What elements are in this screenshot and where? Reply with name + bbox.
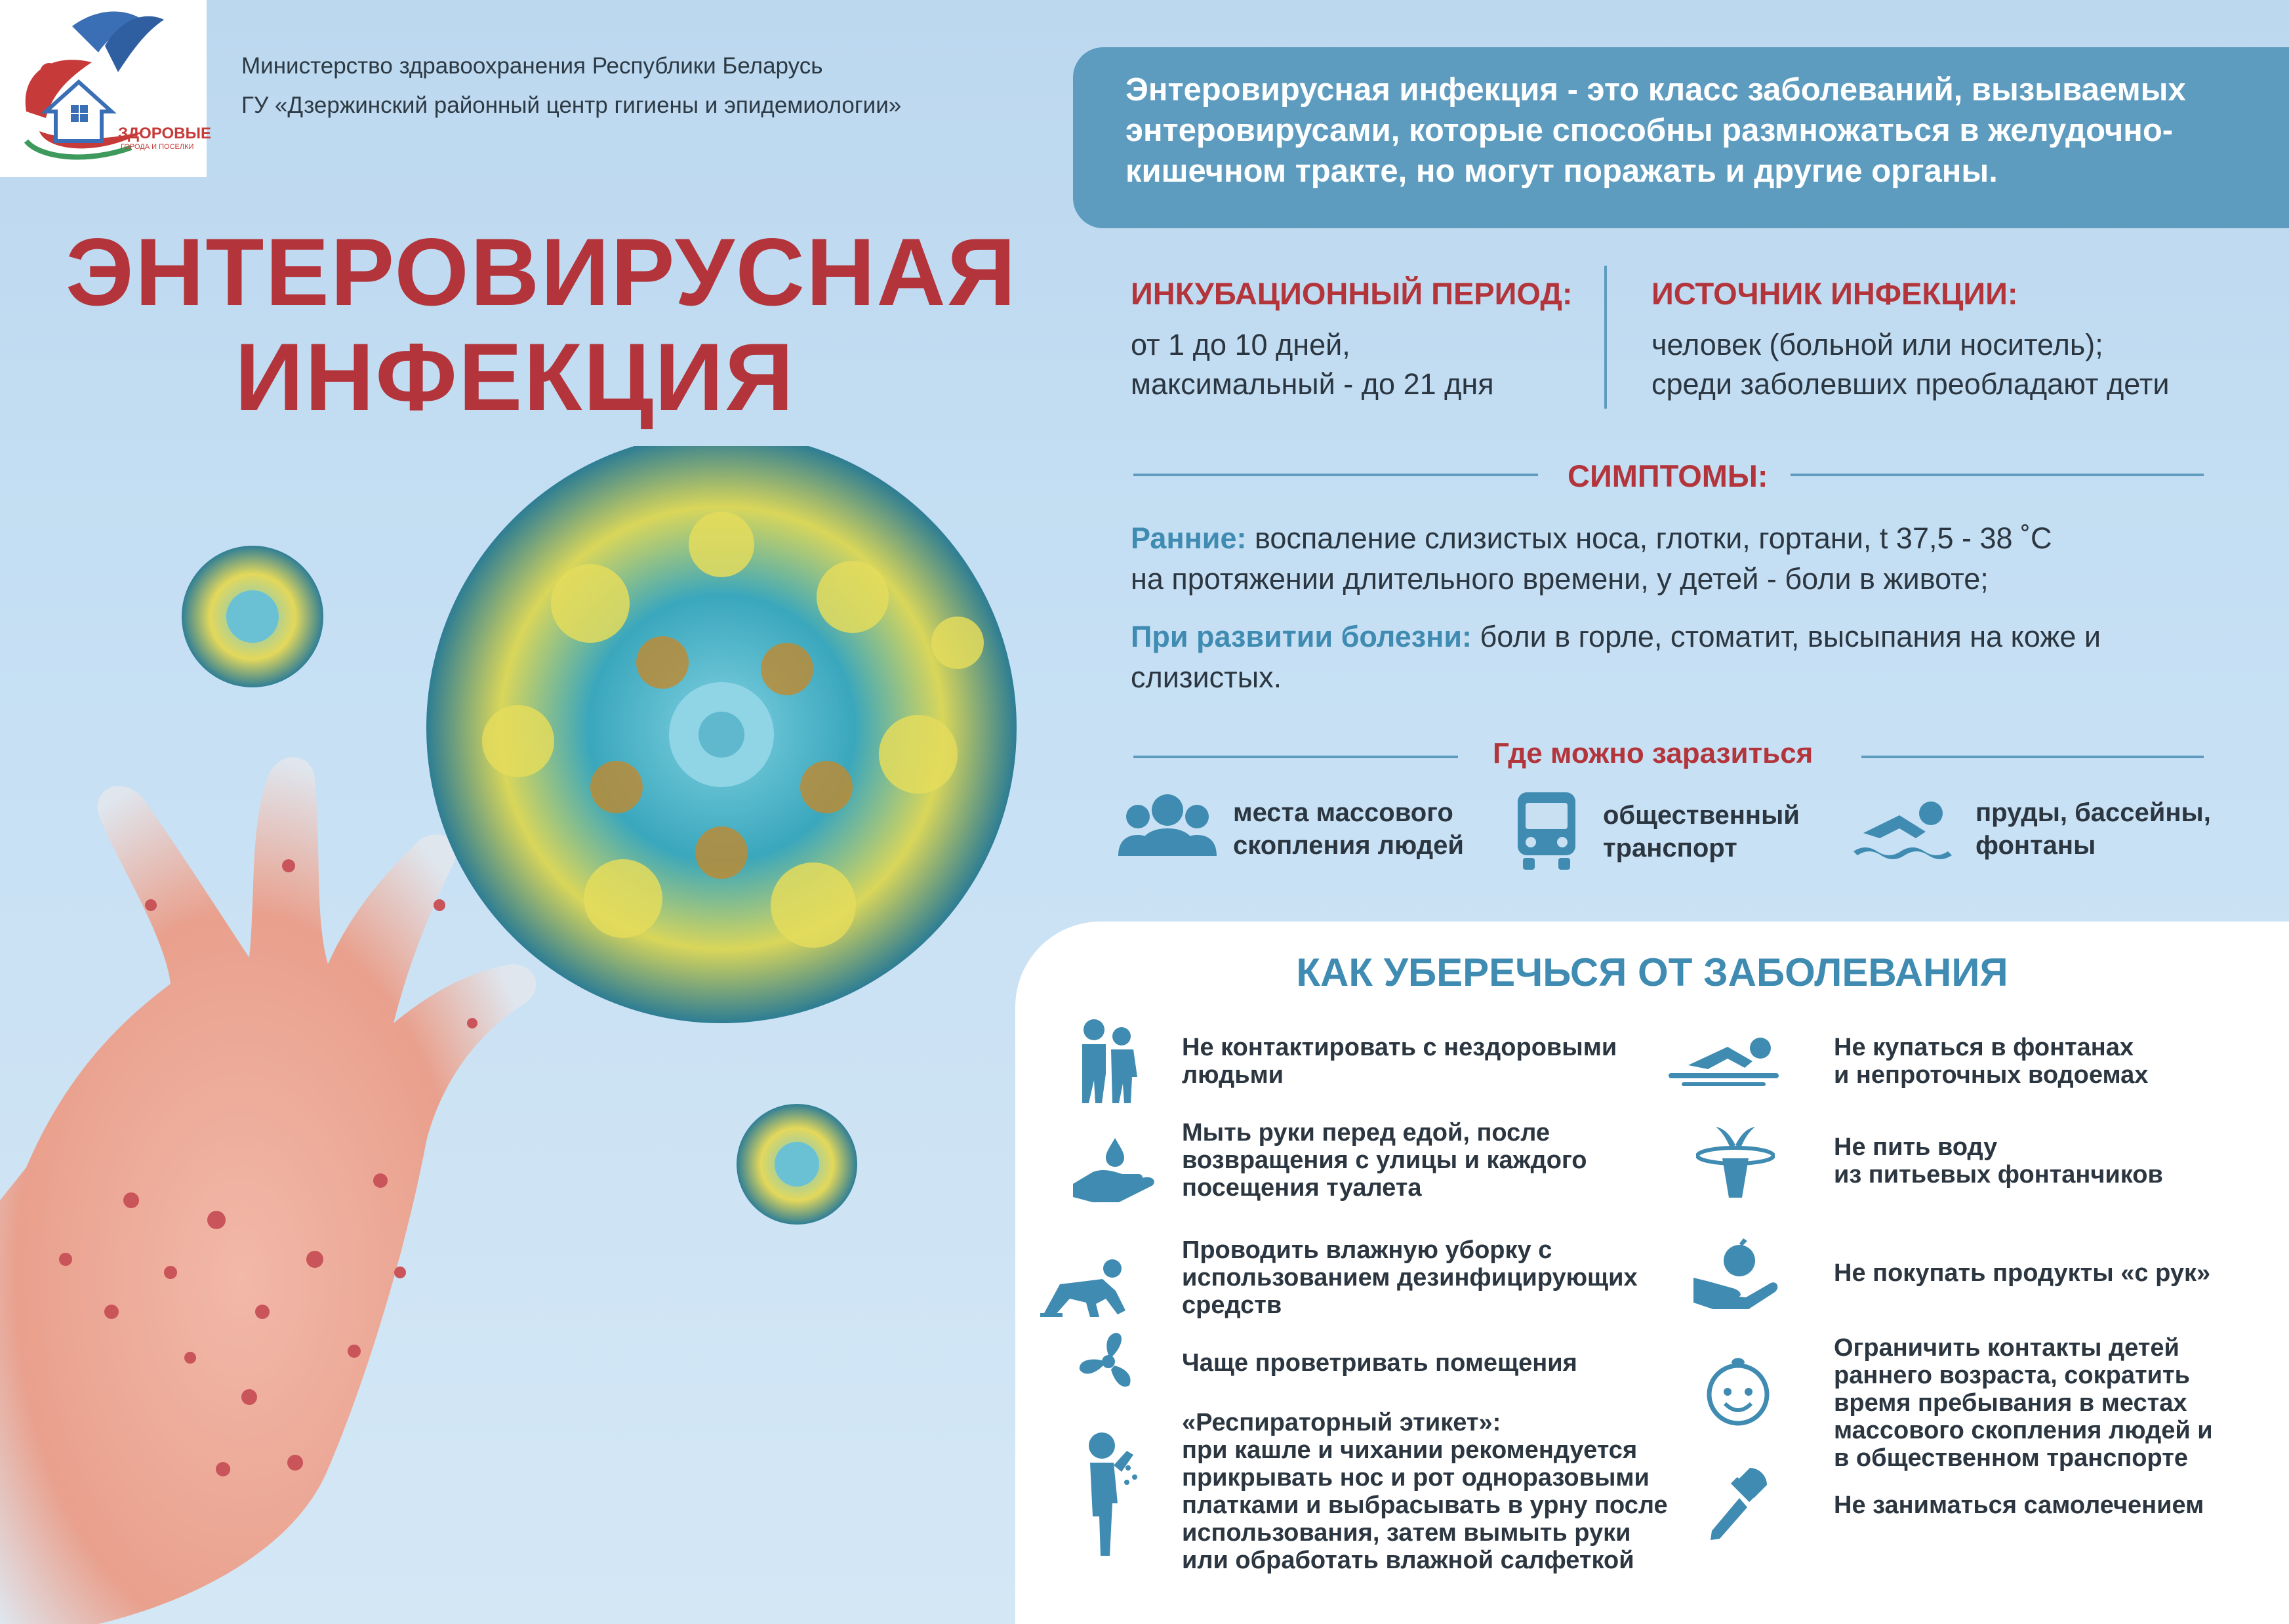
- tip-right-1-line-1: Не купаться в фонтанах: [1834, 1034, 2134, 1061]
- symptoms-dev-text-2: слизистых.: [1131, 660, 1282, 694]
- where-item-1-line-1: места массового: [1233, 798, 1453, 827]
- tip-left-3: [1182, 1236, 1680, 1319]
- drinking-fountain-icon: [1696, 1126, 1775, 1198]
- incubation-line-1: от 1 до 10 дней,: [1131, 328, 1350, 361]
- tip-right-1-line-2: и непроточных водоемах: [1834, 1061, 2149, 1089]
- tip-left-2-line-3: посещения туалета: [1182, 1174, 1422, 1202]
- org-line-1: Министерство здравоохранения Республики Беларусь: [241, 53, 823, 79]
- dropper-icon: [1711, 1468, 1770, 1540]
- column-divider: [1604, 266, 1607, 409]
- tip-right-4-line-1: Ограничить контакты детей: [1834, 1334, 2179, 1362]
- virus-and-hand-illustration: [0, 446, 1023, 1624]
- tip-left-5-line-1: «Респираторный этикет»:: [1182, 1409, 1501, 1436]
- tip-right-3-line-1: Не покупать продукты «с рук»: [1834, 1259, 2211, 1287]
- tip-left-1: [1182, 1034, 1680, 1089]
- child-face-icon: [1705, 1356, 1771, 1429]
- title-line-1: ЭНТЕРОВИРУСНАЯ: [66, 218, 1017, 325]
- tip-right-5: [1834, 1492, 2280, 1519]
- tip-right-4-line-2: раннего возраста, сократить: [1834, 1362, 2190, 1389]
- tip-left-2: [1182, 1119, 1680, 1202]
- tip-left-1-line-1: Не контактировать с нездоровыми: [1182, 1034, 1617, 1061]
- fruit-hand-icon: [1693, 1238, 1779, 1310]
- symptoms-early-label: Ранние:: [1131, 521, 1247, 555]
- tip-right-2-line-2: из питьевых фонтанчиков: [1834, 1161, 2163, 1188]
- tip-left-3-line-3: средств: [1182, 1291, 1282, 1319]
- where-item-1: [1233, 796, 1464, 862]
- tip-right-4-line-5: в общественном транспорте: [1834, 1444, 2188, 1472]
- logo-subtext: ГОРОДА И ПОСЕЛКИ: [121, 143, 194, 151]
- tip-left-1-line-2: людьми: [1182, 1061, 1284, 1089]
- tip-right-2: [1834, 1133, 2280, 1188]
- tip-left-3-line-1: Проводить влажную уборку с: [1182, 1236, 1552, 1264]
- sick-people-icon: [1076, 1018, 1141, 1103]
- source-line-2: среди заболевших преобладают дети: [1651, 367, 2170, 401]
- logo-text: ЗДОРОВЫЕ: [118, 125, 211, 142]
- logo: [0, 0, 211, 177]
- where-line-left: [1133, 756, 1458, 758]
- tip-right-4: [1834, 1334, 2280, 1472]
- where-line-right: [1861, 756, 2204, 758]
- symptoms-label: СИМПТОМЫ:: [1568, 458, 1768, 493]
- tip-left-3-line-2: использованием дезинфицирующих: [1182, 1264, 1638, 1291]
- tip-right-2-line-1: Не пить воду: [1834, 1133, 1998, 1161]
- tip-left-5-line-3: прикрывать нос и рот одноразовыми: [1182, 1464, 1650, 1492]
- swimmer-icon: [1853, 792, 1952, 864]
- where-item-1-line-2: скопления людей: [1233, 831, 1464, 860]
- incubation-label: ИНКУБАЦИОННЫЙ ПЕРИОД:: [1131, 276, 1573, 311]
- symptoms-early: [1131, 518, 2259, 599]
- where-label: Где можно заразиться: [1493, 737, 1813, 769]
- symptoms-development: [1131, 617, 2259, 698]
- tip-left-5-line-6: или обработать влажной салфеткой: [1182, 1547, 1634, 1574]
- people-group-icon: [1118, 790, 1217, 863]
- swimming-icon: [1669, 1035, 1779, 1087]
- tip-left-4: [1182, 1349, 1680, 1377]
- where-item-3-line-2: фонтаны: [1975, 831, 2096, 860]
- symptoms-dev-text-1: боли в горле, стоматит, высыпания на коже и: [1472, 620, 2101, 653]
- incubation-line-2: максимальный - до 21 дня: [1131, 367, 1494, 401]
- page-title: [66, 218, 1017, 430]
- tip-left-5-line-2: при кашле и чихании рекомендуется: [1182, 1436, 1638, 1464]
- tip-left-5-line-5: использования, затем вымыть руки: [1182, 1519, 1631, 1547]
- tip-right-4-line-3: время пребывания в местах: [1834, 1389, 2187, 1417]
- title-line-2: ИНФЕКЦИЯ: [234, 323, 795, 430]
- where-item-2-line-1: общественный: [1603, 801, 1800, 830]
- tip-left-2-line-2: возвращения с улицы и каждого: [1182, 1147, 1587, 1174]
- where-item-2: [1603, 799, 1800, 864]
- protection-title: КАК УБЕРЕЧЬСЯ ОТ ЗАБОЛЕВАНИЯ: [1296, 950, 2008, 994]
- symptoms-line-left: [1133, 474, 1538, 476]
- symptoms-dev-label: При развитии болезни:: [1131, 620, 1472, 653]
- bus-icon: [1515, 792, 1578, 870]
- tip-left-4-line-1: Чаще проветривать помещения: [1182, 1349, 1577, 1377]
- symptoms-early-text-2: на протяжении длительного времени, у детей - боли в животе;: [1131, 562, 1989, 596]
- symptoms-early-text-1: воспаление слизистых носа, глотки, гортани, t 37,5 - 38 ˚C: [1246, 521, 2052, 555]
- fan-icon: [1078, 1331, 1139, 1392]
- tip-right-4-line-4: массового скопления людей и: [1834, 1417, 2213, 1444]
- sneeze-icon: [1076, 1431, 1141, 1556]
- definition-text: Энтеровирусная инфекция - это класс заболеваний, вызываемых энтеровирусами, которые способны размножаться в желудочно-кишечном тракте, но могут поражать и другие органы.: [1125, 72, 2186, 189]
- where-item-2-line-2: транспорт: [1603, 834, 1737, 863]
- tip-right-5-line-1: Не заниматься самолечением: [1834, 1492, 2204, 1519]
- tip-left-5-line-4: платками и выбрасывать в урну после: [1182, 1492, 1668, 1519]
- tip-left-5: [1182, 1409, 1680, 1574]
- cleaning-icon: [1040, 1258, 1139, 1317]
- symptoms-line-right: [1791, 474, 2204, 476]
- tip-left-2-line-1: Мыть руки перед едой, после: [1182, 1119, 1550, 1147]
- source-line-1: человек (больной или носитель);: [1651, 328, 2103, 361]
- org-line-2: ГУ «Дзержинский районный центр гигиены и эпидемиологии»: [241, 92, 902, 118]
- tip-right-1: [1834, 1034, 2280, 1089]
- tip-right-3: [1834, 1259, 2280, 1287]
- source-label: ИСТОЧНИК ИНФЕКЦИИ:: [1651, 276, 2018, 311]
- wash-hands-icon: [1073, 1138, 1158, 1204]
- where-item-3: [1975, 796, 2211, 862]
- where-item-3-line-1: пруды, бассейны,: [1975, 798, 2211, 827]
